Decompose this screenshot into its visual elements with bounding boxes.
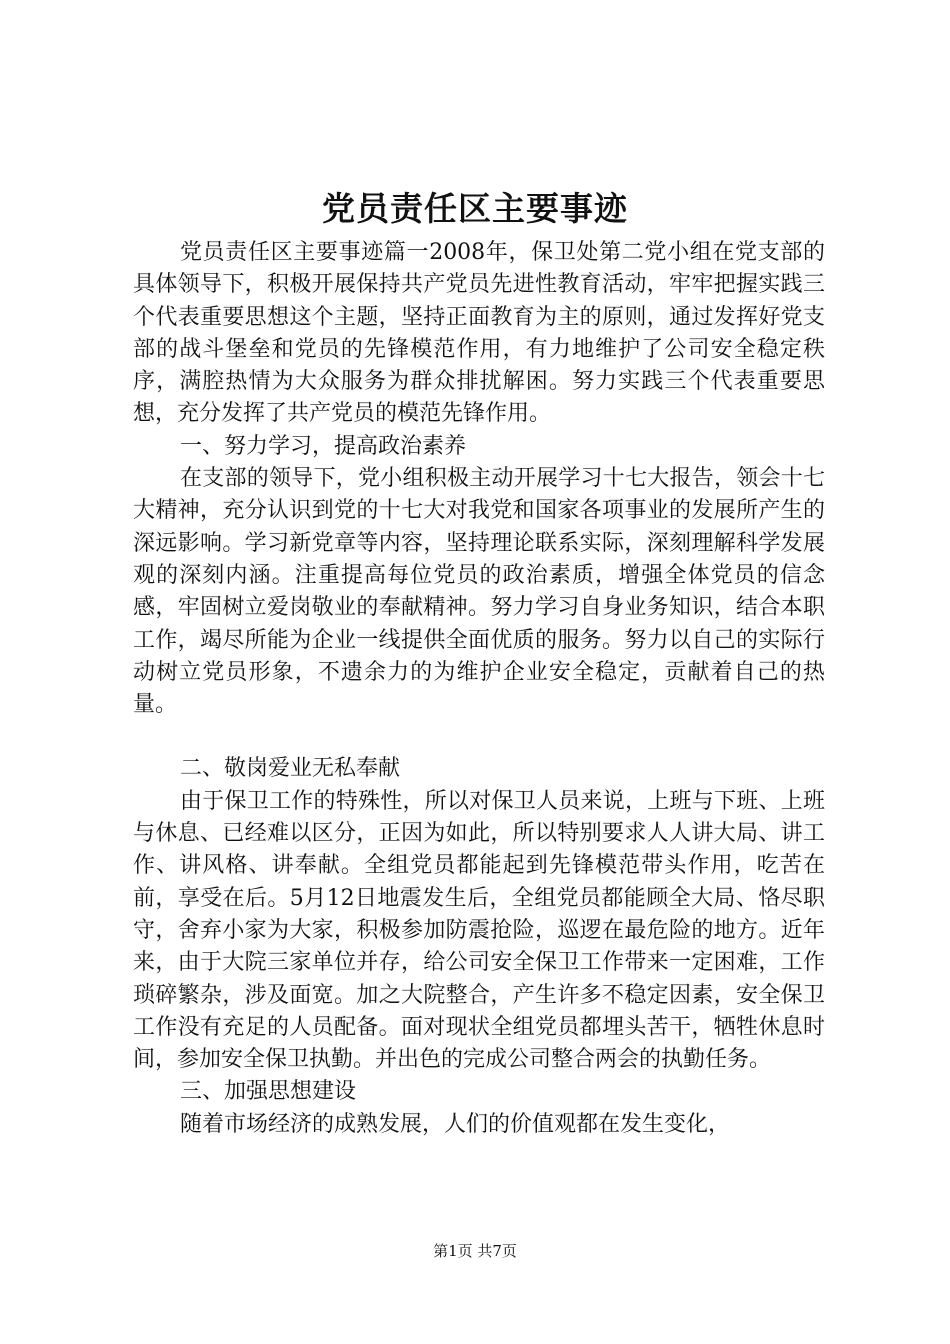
section-heading-1: 一、努力学习，提高政治素养 <box>180 433 467 459</box>
document-title: 党员责任区主要事迹 <box>322 189 628 228</box>
section-3-paragraph: 随着市场经济的成熟发展，人们的价值观都在发生变化， <box>180 1111 731 1137</box>
document-body <box>133 237 825 1141</box>
section-heading-3: 三、加强思想建设 <box>180 1079 357 1105</box>
section-1-paragraph: 在支部的领导下，党小组积极主动开展学习十七大报告，领会十七大精神，充分认识到党的十七大对我党和国家各项事业的发展所产生的深远影响。学习新党章等内容，坚持理论联系实际，深刻理解科学发展观的深刻内涵。注重提高每位党员的政治素质，增强全体党员的信念感，牢固树立爱岗敬业的奉献精神。努力学习自身业务知识，结合本职工作，竭尽所能为企业一线提供全面优质的服务。努力以自己的实际行动树立党员形象，不遗余力的为维护企业安全稳定，贡献着自己的热量。 <box>133 466 825 718</box>
page-footer: 第1页 共7页 <box>433 1242 517 1260</box>
blank-line <box>133 721 825 753</box>
section-2-paragraph: 由于保卫工作的特殊性，所以对保卫人员来说，上班与下班、上班与休息、已经难以区分，正因为如此，所以特别要求人人讲大局、讲工作、讲风格、讲奉献。全组党员都能起到先锋模范带头作用，吃苦在前，享受在后。5月12日地震发生后，全组党员都能顾全大局、恪尽职守，舍弃小家为大家，积极参加防震抢险，巡逻在最危险的地方。近年来，由于大院三家单位并存，给公司安全保卫工作带来一定困难，工作琐碎繁杂，涉及面宽。加之大院整合，产生许多不稳定因素，安全保卫工作没有充足的人员配备。面对现状全组党员都埋头苦干，牺牲休息时间，参加安全保卫执勤。并出色的完成公司整合两会的执勤任务。 <box>133 788 825 1073</box>
intro-paragraph: 党员责任区主要事迹篇一2008年，保卫处第二党小组在党支部的具体领导下，积极开展保持共产党员先进性教育活动，牢牢把握实践三个代表重要思想这个主题，坚持正面教育为主的原则，通过发挥好党支部的战斗堡垒和党员的先锋模范作用，有力地维护了公司安全稳定秩序，满腔热情为大众服务为群众排扰解困。努力实践三个代表重要思想，充分发挥了共产党员的模范先锋作用。 <box>133 240 825 427</box>
section-heading-2: 二、敬岗爱业无私奉献 <box>180 756 401 782</box>
